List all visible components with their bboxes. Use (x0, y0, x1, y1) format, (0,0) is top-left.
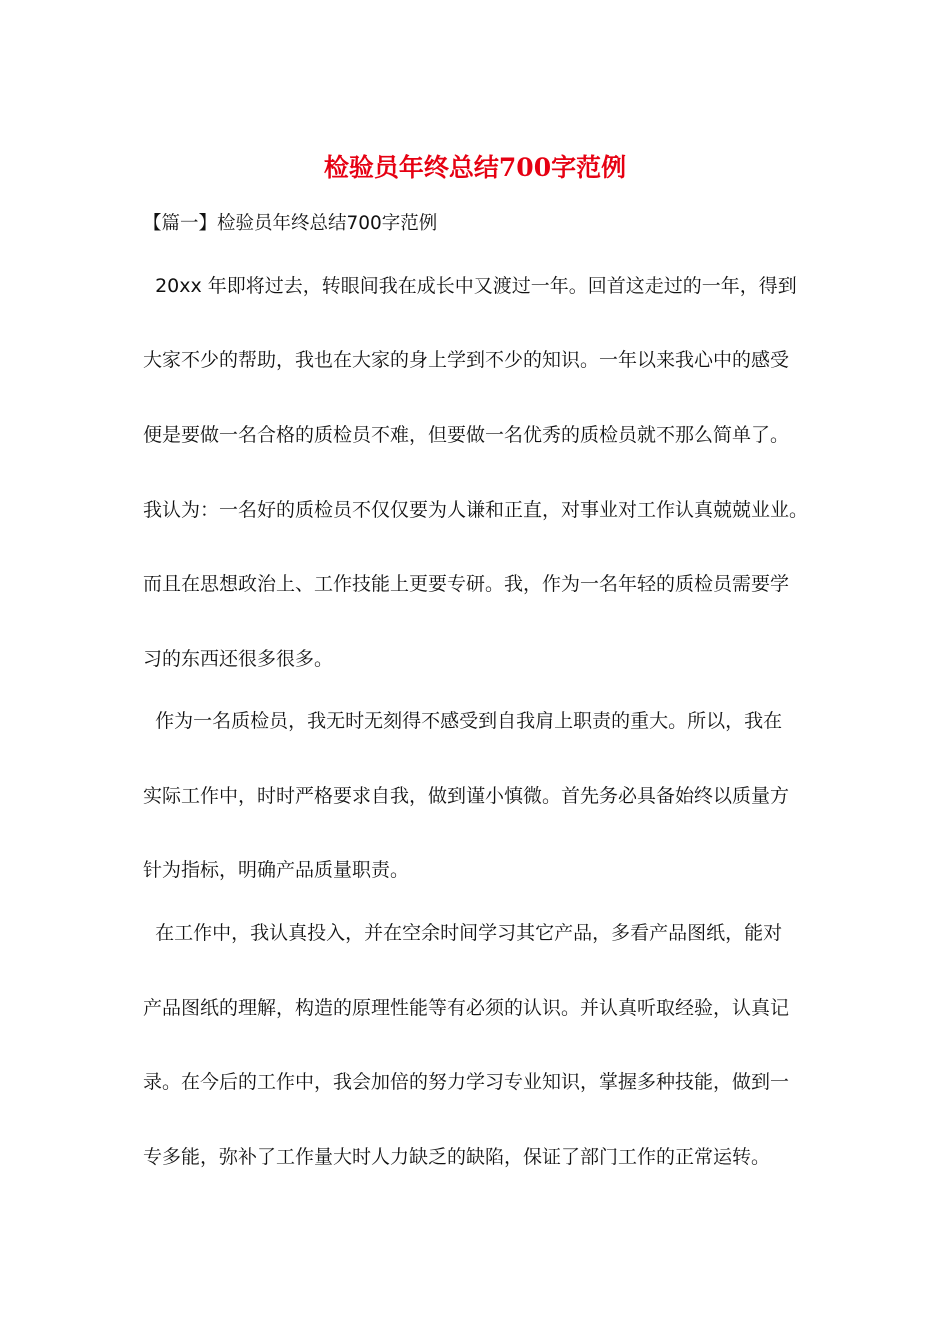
paragraph-line: 录。在今后的工作中，我会加倍的努力学习专业知识，掌握多种技能，做到一 (143, 1071, 790, 1093)
paragraph-line: 我认为：一名好的质检员不仅仅要为人谦和正直，对事业对工作认真兢兢业业。 (143, 499, 809, 521)
paragraph-line: 便是要做一名合格的质检员不难，但要做一名优秀的质检员就不那么简单了。 (143, 424, 790, 446)
paragraph-line: 大家不少的帮助，我也在大家的身上学到不少的知识。一年以来我心中的感受 (143, 349, 790, 371)
paragraph-line: 作为一名质检员，我无时无刻得不感受到自我肩上职责的重大。所以，我在 (143, 710, 783, 732)
paragraph-line: 针为指标，明确产品质量职责。 (143, 859, 410, 881)
paragraph-line: 实际工作中，时时严格要求自我，做到谨小慎微。首先务必具备始终以质量方 (143, 785, 790, 807)
paragraph-line: 专多能，弥补了工作量大时人力缺乏的缺陷，保证了部门工作的正常运转。 (143, 1146, 771, 1168)
paragraph-line: 而且在思想政治上、工作技能上更要专研。我，作为一名年轻的质检员需要学 (143, 573, 790, 595)
section-heading: 【篇一】检验员年终总结700字范例 (143, 213, 438, 234)
paragraph-line: 20xx 年即将过去，转眼间我在成长中又渡过一年。回首这走过的一年，得到 (143, 275, 797, 297)
paragraph-line: 产品图纸的理解，构造的原理性能等有必须的认识。并认真听取经验，认真记 (143, 997, 790, 1019)
paragraph-line: 习的东西还很多很多。 (143, 648, 334, 670)
document-title: 检验员年终总结700字范例 (323, 153, 627, 182)
paragraph-line: 在工作中，我认真投入，并在空余时间学习其它产品，多看产品图纸，能对 (143, 922, 783, 944)
